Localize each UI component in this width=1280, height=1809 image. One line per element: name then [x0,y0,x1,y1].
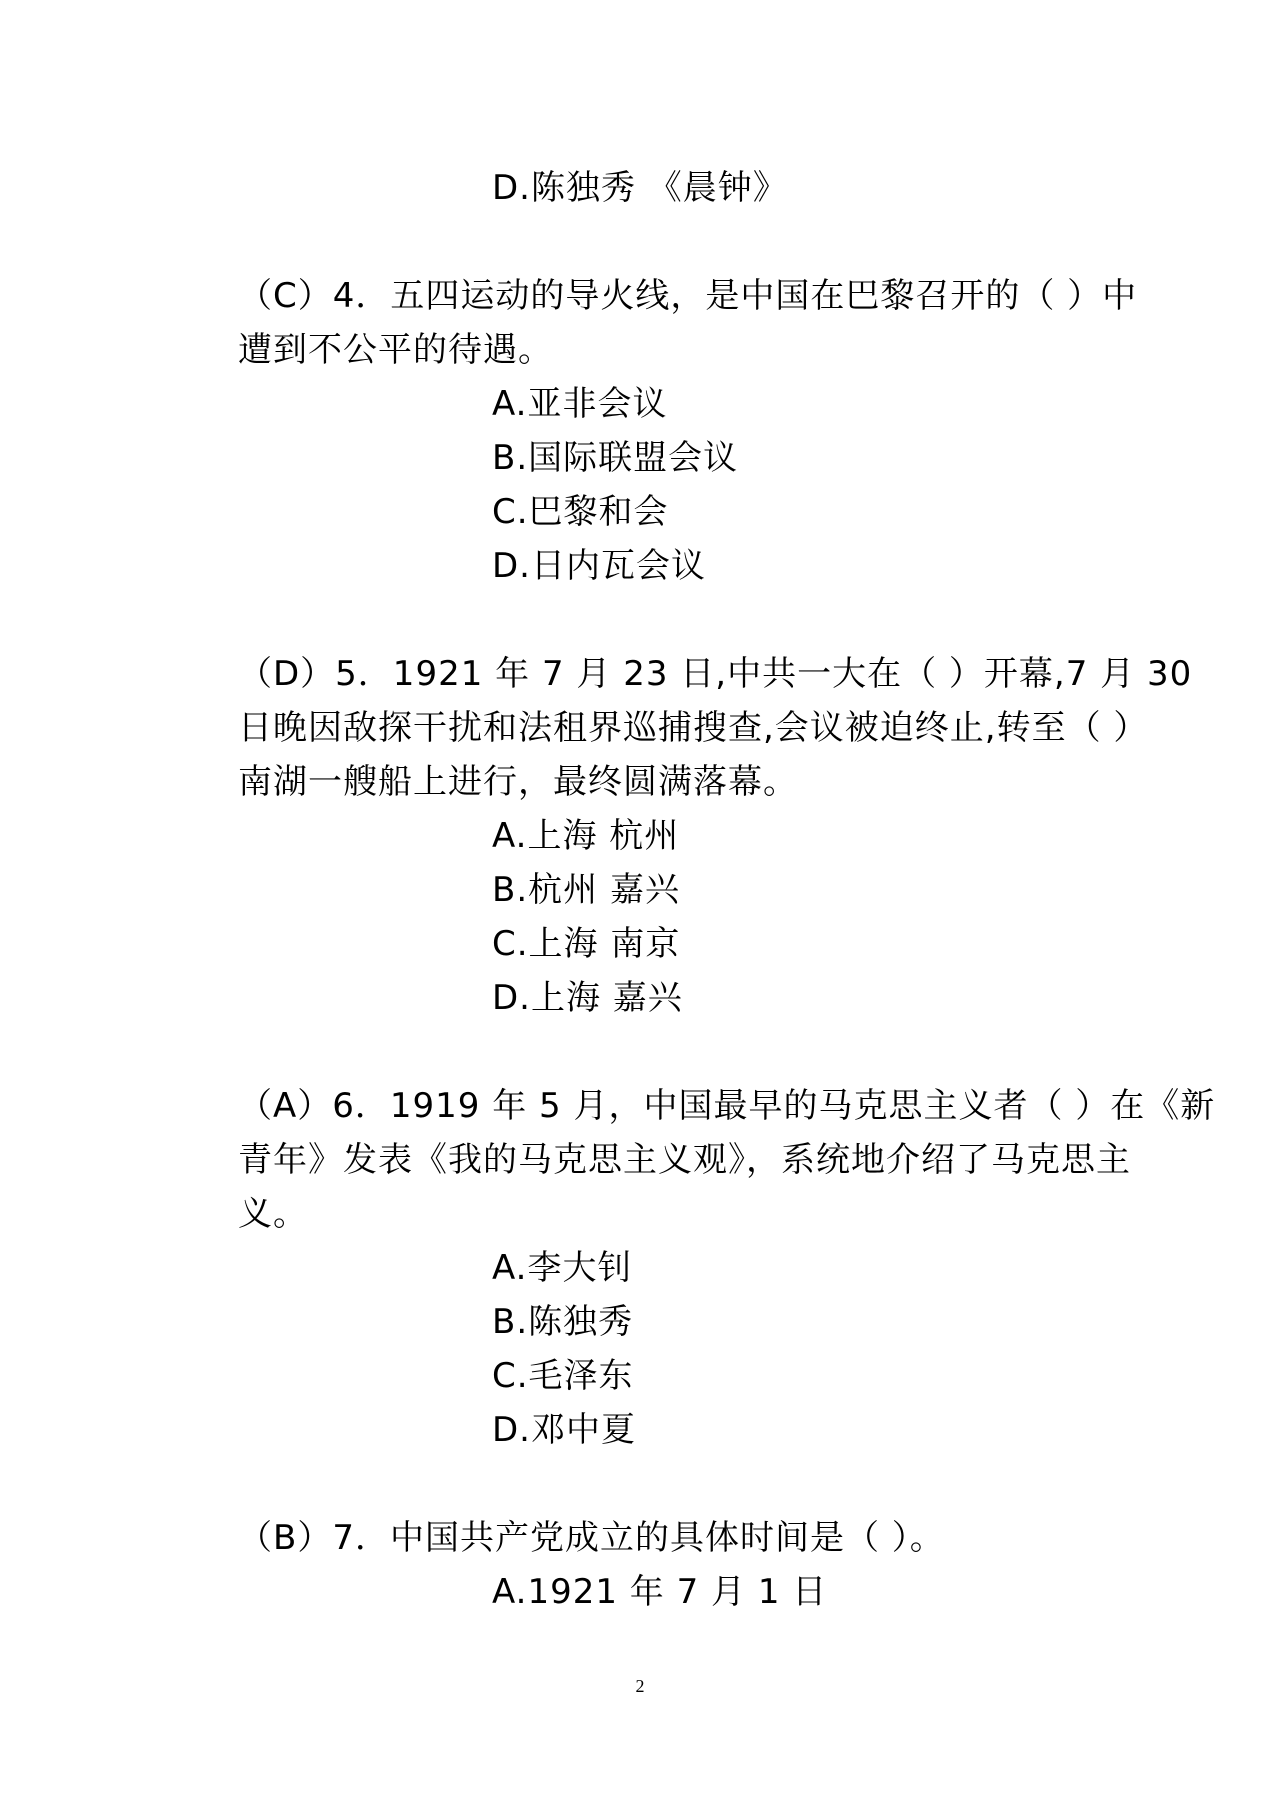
question-6-option-b: B.陈独秀 [492,1302,634,1342]
question-6-line-1: （A）6．1919 年 5 月，中国最早的马克思主义者（ ）在《新 [238,1086,1216,1126]
question-4-option-b: B.国际联盟会议 [492,438,739,478]
question-5-option-c: C.上海 南京 [492,924,681,964]
question-7-line-1: （B）7．中国共产党成立的具体时间是（ ）。 [238,1518,945,1558]
question-4-option-d: D.日内瓦会议 [492,546,706,586]
question-5-line-1: （D）5．1921 年 7 月 23 日,中共一大在（ ）开幕,7 月 30 [238,654,1193,694]
question-5-option-a: A.上海 杭州 [492,816,680,856]
page-number: 2 [635,1676,645,1696]
question-6-line-3: 义。 [238,1194,308,1234]
question-4-option-c: C.巴黎和会 [492,492,669,532]
question-6-option-a: A.李大钊 [492,1248,633,1288]
question-6-line-2: 青年》发表《我的马克思主义观》，系统地介绍了马克思主 [238,1140,1131,1180]
question-5-option-d: D.上海 嘉兴 [492,978,683,1018]
question-4-option-a: A.亚非会议 [492,384,668,424]
question-4-line-1: （C）4．五四运动的导火线，是中国在巴黎召开的（ ）中 [238,276,1138,316]
option-d-q3: D.陈独秀 《晨钟》 [492,168,788,208]
question-5-line-2: 日晚因敌探干扰和法租界巡捕搜查,会议被迫终止,转至（ ） [238,708,1149,748]
question-5-line-3: 南湖一艘船上进行，最终圆满落幕。 [238,762,798,802]
question-4-line-2: 遭到不公平的待遇。 [238,330,553,370]
question-5-option-b: B.杭州 嘉兴 [492,870,680,910]
question-6-option-c: C.毛泽东 [492,1356,634,1396]
question-6-option-d: D.邓中夏 [492,1410,636,1450]
question-7-option-a: A.1921 年 7 月 1 日 [492,1572,828,1612]
